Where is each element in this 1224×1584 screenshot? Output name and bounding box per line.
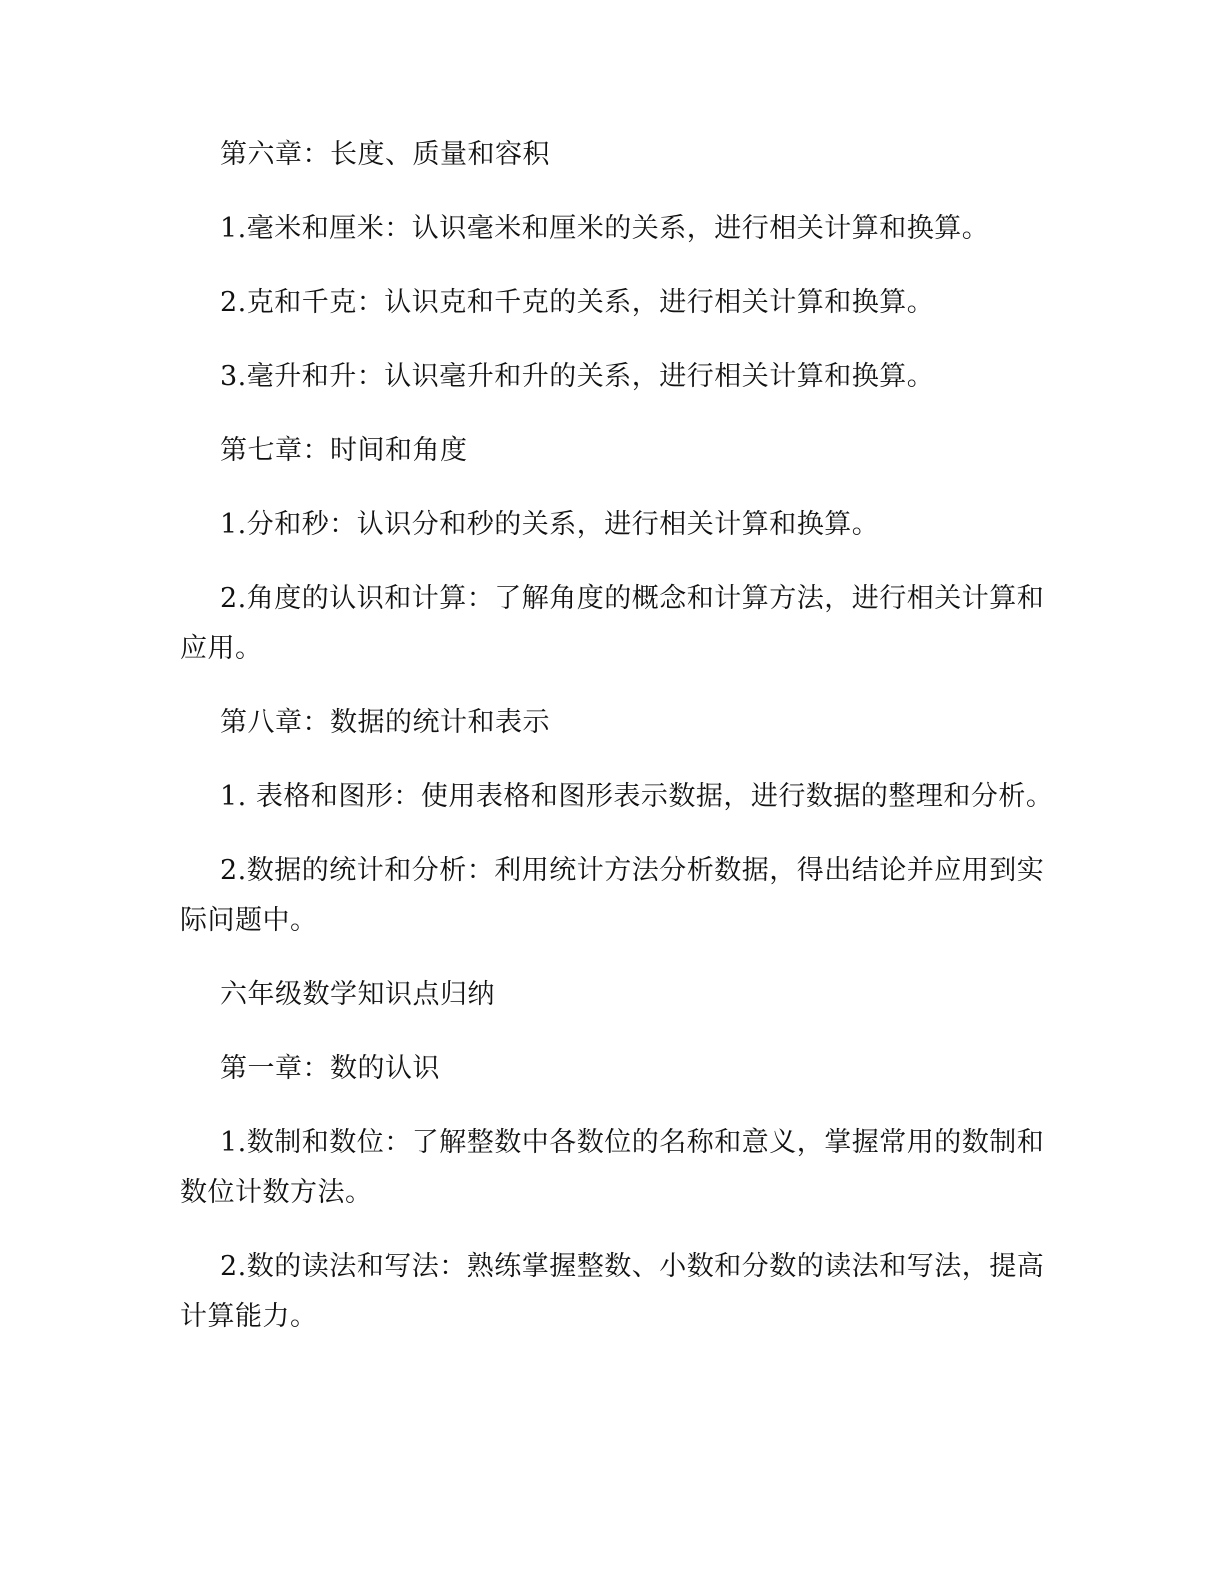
paragraph-number-system: 1.数制和数位：了解整数中各数位的名称和意义，掌握常用的数制和数位计数方法。 bbox=[180, 1127, 1045, 1208]
paragraph-tables-graphs: 1. 表格和图形：使用表格和图形表示数据，进行数据的整理和分析。 bbox=[220, 781, 1054, 812]
paragraph-reading-writing-numbers: 2.数的读法和写法：熟练掌握整数、小数和分数的读法和写法，提高计算能力。 bbox=[180, 1251, 1045, 1332]
paragraph-gram-kilogram: 2.克和千克：认识克和千克的关系，进行相关计算和换算。 bbox=[220, 287, 935, 318]
paragraph-milliliter-liter: 3.毫升和升：认识毫升和升的关系，进行相关计算和换算。 bbox=[220, 361, 935, 392]
chapter-7-heading: 第七章：时间和角度 bbox=[220, 435, 468, 466]
paragraph-millimeter-centimeter: 1.毫米和厘米：认识毫米和厘米的关系，进行相关计算和换算。 bbox=[220, 213, 990, 244]
paragraph-angle: 2.角度的认识和计算：了解角度的概念和计算方法，进行相关计算和应用。 bbox=[180, 583, 1045, 664]
document-body bbox=[180, 130, 1054, 1366]
section-heading-grade6: 六年级数学知识点归纳 bbox=[220, 979, 495, 1010]
paragraph-minute-second: 1.分和秒：认识分和秒的关系，进行相关计算和换算。 bbox=[220, 509, 880, 540]
chapter-6-heading: 第六章：长度、质量和容积 bbox=[220, 139, 550, 170]
chapter-1-heading: 第一章：数的认识 bbox=[220, 1053, 440, 1084]
paragraph-statistics-analysis: 2.数据的统计和分析：利用统计方法分析数据，得出结论并应用到实际问题中。 bbox=[180, 855, 1045, 936]
chapter-8-heading: 第八章：数据的统计和表示 bbox=[220, 707, 550, 738]
